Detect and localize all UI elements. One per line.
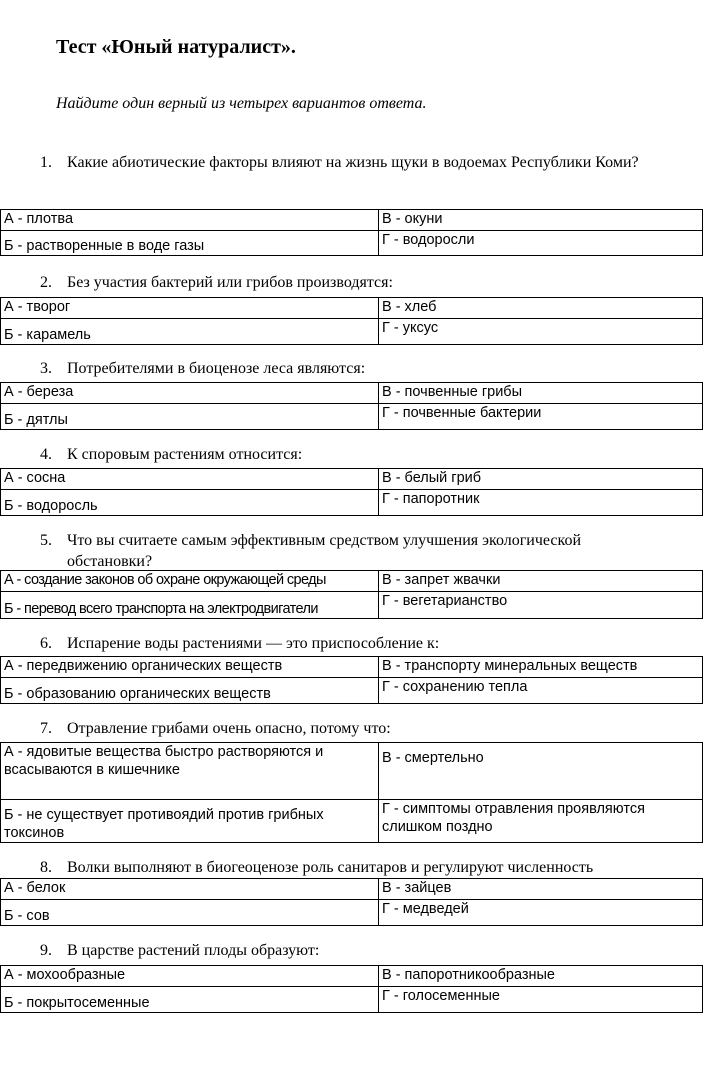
answer-option-g[interactable]: Г - почвенные бактерии [379, 404, 703, 430]
answer-option-a[interactable]: А - передвижению органических веществ [1, 657, 379, 678]
question-text: Какие абиотические факторы влияют на жизнь щуки в водоемах Республики Коми? [67, 154, 639, 171]
answer-option-b[interactable]: Б - сов [1, 900, 379, 926]
answer-option-v[interactable]: В - запрет жвачки [379, 571, 703, 592]
answer-option-b[interactable]: Б - не существует противоядий против грибных токсинов [1, 800, 379, 843]
question-text: Испарение воды растениями — это приспособление к: [67, 635, 440, 652]
answer-option-b[interactable]: Б - карамель [1, 319, 379, 345]
answer-option-a[interactable]: А - белок [1, 879, 379, 900]
answer-option-b[interactable]: Б - дятлы [1, 404, 379, 430]
answer-table-1 [0, 209, 703, 256]
answer-option-a[interactable]: А - творог [1, 298, 379, 319]
answer-option-g[interactable]: Г - голосеменные [379, 987, 703, 1013]
answer-option-a[interactable]: А - береза [1, 383, 379, 404]
question-text: К споровым растениям относится: [67, 446, 303, 463]
instruction-text: Найдите один верный из четырех вариантов ответа. [56, 95, 427, 112]
question-number: 2. [40, 274, 52, 291]
answer-option-g[interactable]: Г - медведей [379, 900, 703, 926]
answer-option-v[interactable]: В - транспорту минеральных веществ [379, 657, 703, 678]
answer-option-g[interactable]: Г - вегетарианство [379, 592, 703, 619]
answer-option-v[interactable]: В - смертельно [379, 743, 703, 800]
question-text: Потребителями в биоценозе леса являются: [67, 360, 366, 377]
answer-option-v[interactable]: В - папоротникообразные [379, 966, 703, 987]
answer-option-g[interactable]: Г - папоротник [379, 490, 703, 516]
question-number: 9. [40, 942, 52, 959]
question-text: Отравление грибами очень опасно, потому что: [67, 720, 391, 737]
question-text: В царстве растений плоды образуют: [67, 942, 320, 959]
answer-table-2 [0, 297, 703, 345]
answer-table-5 [0, 570, 703, 619]
answer-option-b[interactable]: Б - перевод всего транспорта на электродвигатели [1, 592, 379, 619]
answer-option-b[interactable]: Б - покрытосеменные [1, 987, 379, 1013]
answer-option-g[interactable]: Г - уксус [379, 319, 703, 345]
answer-table-6 [0, 656, 703, 704]
answer-option-a[interactable]: А - мохообразные [1, 966, 379, 987]
answer-table-8 [0, 878, 703, 926]
answer-option-v[interactable]: В - белый гриб [379, 469, 703, 490]
answer-option-v[interactable]: В - хлеб [379, 298, 703, 319]
question-number: 4. [40, 446, 52, 463]
answer-option-v[interactable]: В - окуни [379, 210, 703, 231]
question-number: 3. [40, 360, 52, 377]
answer-option-a[interactable]: А - плотва [1, 210, 379, 231]
question-number: 6. [40, 635, 52, 652]
answer-table-9 [0, 965, 703, 1013]
answer-option-v[interactable]: В - зайцев [379, 879, 703, 900]
answer-table-3 [0, 382, 703, 430]
question-number: 1. [40, 154, 52, 171]
question-number: 8. [40, 859, 52, 876]
question-number: 7. [40, 720, 52, 737]
answer-option-g[interactable]: Г - сохранению тепла [379, 678, 703, 704]
answer-option-b[interactable]: Б - растворенные в воде газы [1, 231, 379, 256]
answer-option-g[interactable]: Г - водоросли [379, 231, 703, 256]
question-text: Без участия бактерий или грибов производятся: [67, 274, 393, 291]
question-number: 5. [40, 532, 52, 549]
answer-option-g[interactable]: Г - симптомы отравления проявляются слишком поздно [379, 800, 703, 843]
answer-table-4 [0, 468, 703, 516]
answer-option-a[interactable]: А - создание законов об охране окружающей среды [1, 571, 379, 592]
answer-option-a[interactable]: А - ядовитые вещества быстро растворяются и всасываются в кишечнике [1, 743, 379, 800]
question-text: Что вы считаете самым эффективным средством улучшения экологической обстановки? [67, 532, 582, 570]
answer-option-a[interactable]: А - сосна [1, 469, 379, 490]
answer-table-7 [0, 742, 703, 843]
answer-option-v[interactable]: В - почвенные грибы [379, 383, 703, 404]
answer-option-b[interactable]: Б - водоросль [1, 490, 379, 516]
answer-option-b[interactable]: Б - образованию органических веществ [1, 678, 379, 704]
question-text: Волки выполняют в биогеоценозе роль санитаров и регулируют численность [67, 859, 594, 876]
test-title: Тест «Юный натуралист». [56, 36, 296, 58]
